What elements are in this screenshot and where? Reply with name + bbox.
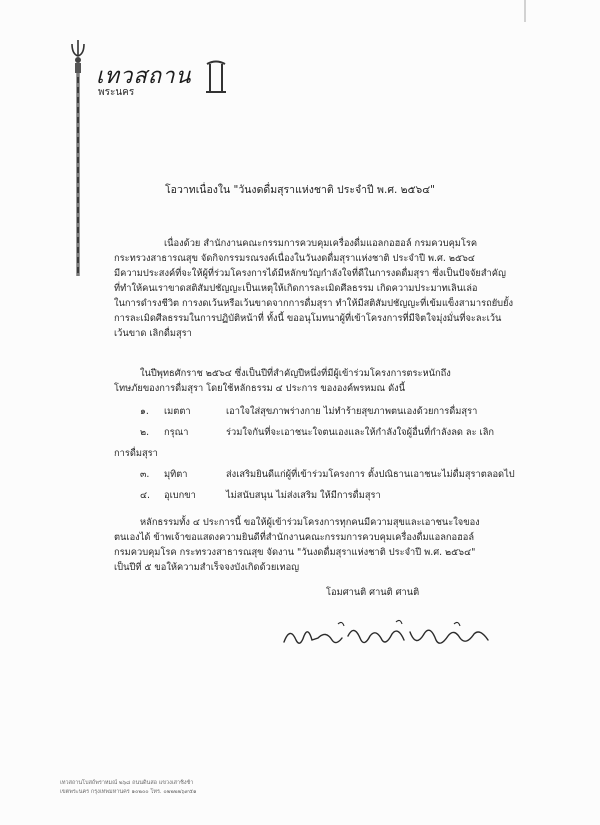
list-item <box>114 467 516 488</box>
virtues-list <box>114 404 516 503</box>
paragraph-line: ในการดำรงชีวิต การงดเว้นหรือเว้นขาดจากการดื่มสุรา ทำให้มีสติสัมปชัญญะที่เข้มแข็งสามารถยับยั้ง <box>114 298 514 309</box>
item-continuation: การดื่มสุรา <box>114 448 158 459</box>
item-name: กรุณา <box>164 427 189 438</box>
item-name: เมตตา <box>164 406 191 417</box>
item-number: ๓. <box>140 469 150 480</box>
paragraph-line: ตนเองได้ ข้าพเจ้าขอแสดงความยินดีที่สำนักงานคณะกรรมการควบคุมเครื่องดื่มแอลกอฮอล์ <box>114 532 475 543</box>
item-description: เอาใจใส่สุขภาพร่างกาย ไม่ทำร้ายสุขภาพตนเองด้วยการดื่มสุรา <box>226 406 478 417</box>
letter-subject: โอวาทเนื่องใน "วันงดดื่มสุราแห่งชาติ ประจำปี พ.ศ. ๒๕๖๔" <box>165 184 435 196</box>
paragraph-line: กระทรวงสาธารณสุข จัดกิจกรรมรณรงค์เนื่องในวันงดดื่มสุราแห่งชาติ ประจำปี พ.ศ. ๒๕๖๔ <box>114 253 475 264</box>
paragraph-dhamma <box>114 366 516 396</box>
letterhead-title: เทวสถาน <box>96 64 192 89</box>
item-description: ไม่สนับสนุน ไม่ส่งเสริม ให้มีการดื่มสุรา <box>226 490 381 501</box>
paragraph-line: มีความประสงค์ที่จะให้ผู้ที่ร่วมโครงการได้มีหลักขวัญกำลังใจที่ดีในการงดดื่มสุรา ซึ่งเป็นปัจจัยสำคัญ <box>114 268 506 279</box>
paragraph-line: เว้นขาด เลิกดื่มสุรา <box>114 328 192 339</box>
paragraph-line: การละเมิดศีลธรรมในการปฏิบัติหน้าที่ ทั้งนี้ ขออนุโมทนาผู้ที่เข้าโครงการที่มีจิตใจมุ่งมั่นที่จะละเว้น <box>114 313 502 324</box>
item-description: ร่วมใจกันที่จะเอาชนะใจตนเองและให้กำลังใจผู้อื่นที่กำลังลด ละ เลิก <box>226 427 495 438</box>
scan-artifact <box>524 0 526 22</box>
paragraph-conclusion <box>114 515 516 575</box>
item-number: ๒. <box>140 427 150 438</box>
paragraph-line: เนื่องด้วย สำนักงานคณะกรรมการควบคุมเครื่องดื่มแอลกอฮอล์ กรมควบคุมโรค <box>164 238 478 249</box>
item-name: มุทิตา <box>164 469 188 480</box>
paragraph-intro <box>114 236 516 341</box>
paragraph-line: โทษภัยของการดื่มสุรา โดยใช้หลักธรรม ๔ ประการ ขององค์พรหมณ ดังนี้ <box>114 383 406 394</box>
handwritten-signature <box>278 618 500 656</box>
paragraph-line: ที่ทำให้คนเราขาดสติสัมปชัญญะเป็นเหตุให้เกิดการละเมิดศีลธรรม เกิดความประมาทเลินเล่อ <box>114 283 478 294</box>
list-item-continuation <box>114 446 516 467</box>
paragraph-line: เป็นปีที่ ๕ ขอให้ความสำเร็จจงบังเกิดด้วยเทอญ <box>114 562 300 573</box>
item-number: ๔. <box>140 490 150 501</box>
item-number: ๑. <box>140 406 149 417</box>
footer-line: เขตพระนคร กรุงเทพมหานคร ๑๐๒๐๐ โทร. ๐๒๒๒๒๖๙๕๑ <box>60 789 197 795</box>
paragraph-line: หลักธรรมทั้ง ๔ ประการนี้ ขอให้ผู้เข้าร่วมโครงการทุกคนมีความสุขและเอาชนะใจของ <box>140 517 480 528</box>
list-item <box>114 488 516 503</box>
item-description: ส่งเสริมยินดีแก่ผู้ที่เข้าร่วมโครงการ ตั้งปณิธานเอาชนะไม่ดื่มสุราตลอดไป <box>226 469 515 480</box>
paragraph-line: กรมควบคุมโรค กระทรวงสาธารณสุข จัดงาน "วันงดดื่มสุราแห่งชาติ ประจำปี พ.ศ. ๒๕๖๔" <box>114 547 476 558</box>
list-item <box>114 404 516 425</box>
footer-line: เทวสถานโบสถ์พราหมณ์ ๒๖๘ ถนนดินสอ แขวงเสาชิงช้า <box>60 780 194 786</box>
letterhead-subtitle: พระนคร <box>98 87 135 98</box>
letter-footer <box>60 779 196 797</box>
trident-emblem-icon <box>68 38 88 278</box>
item-name: อุเบกขา <box>164 490 196 501</box>
list-item <box>114 425 516 446</box>
giant-swing-icon <box>205 58 227 94</box>
closing-blessing: โอมศานติ ศานติ ศานติ <box>326 587 420 598</box>
paragraph-line: ในปีพุทธศักราช ๒๕๖๔ ซึ่งเป็นปีที่สำคัญปีหนึ่งที่มีผู้เข้าร่วมโครงการตระหนักถึง <box>140 368 451 379</box>
